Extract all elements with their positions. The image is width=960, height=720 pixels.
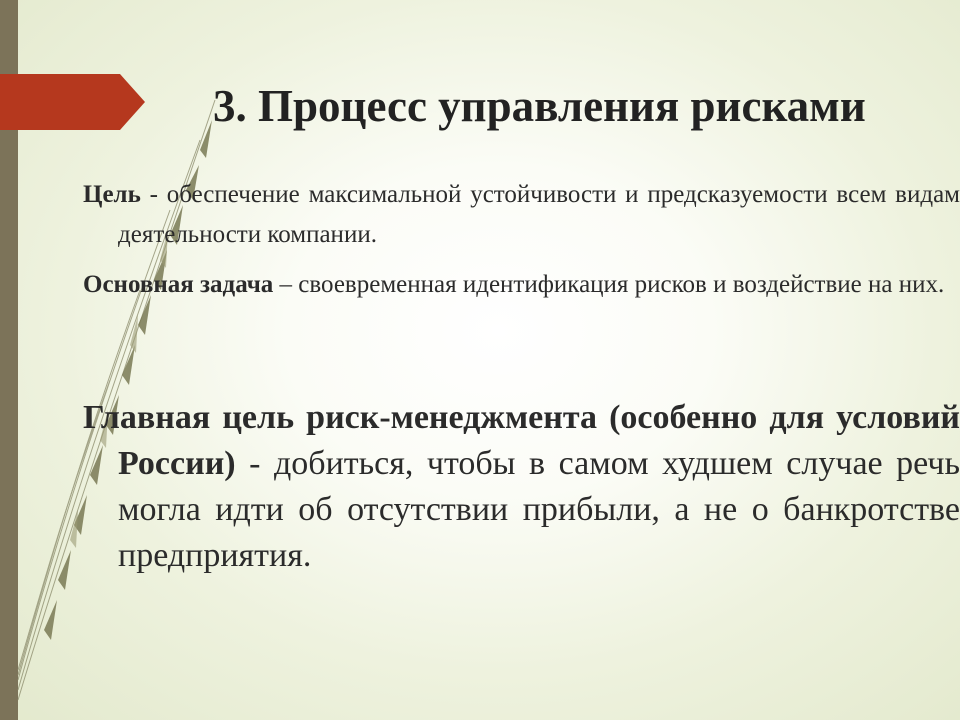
goal-paragraph [83,175,960,255]
main-goal-term: Главная цель риск-менеджмента (особенно для условий России) [83,399,960,482]
slide-title: 3. Процесс управления рисками [213,81,866,131]
main-task-term: Основная задача [83,271,274,298]
main-goal-paragraph [83,395,960,579]
main-goal-text: - добиться, чтобы в самом худшем случае речь могла идти об отсутствии прибыли, а не о банкротстве предприятия. [118,445,960,574]
title-accent-arrow [0,74,145,130]
main-task-paragraph [83,265,960,305]
goal-term: Цель [83,181,141,208]
goal-text: - обеспечение максимальной устойчивости и предсказуемости всем видам деятельности компании. [118,181,960,248]
main-task-text: – своевременная идентификация рисков и воздействие на них. [273,271,945,298]
